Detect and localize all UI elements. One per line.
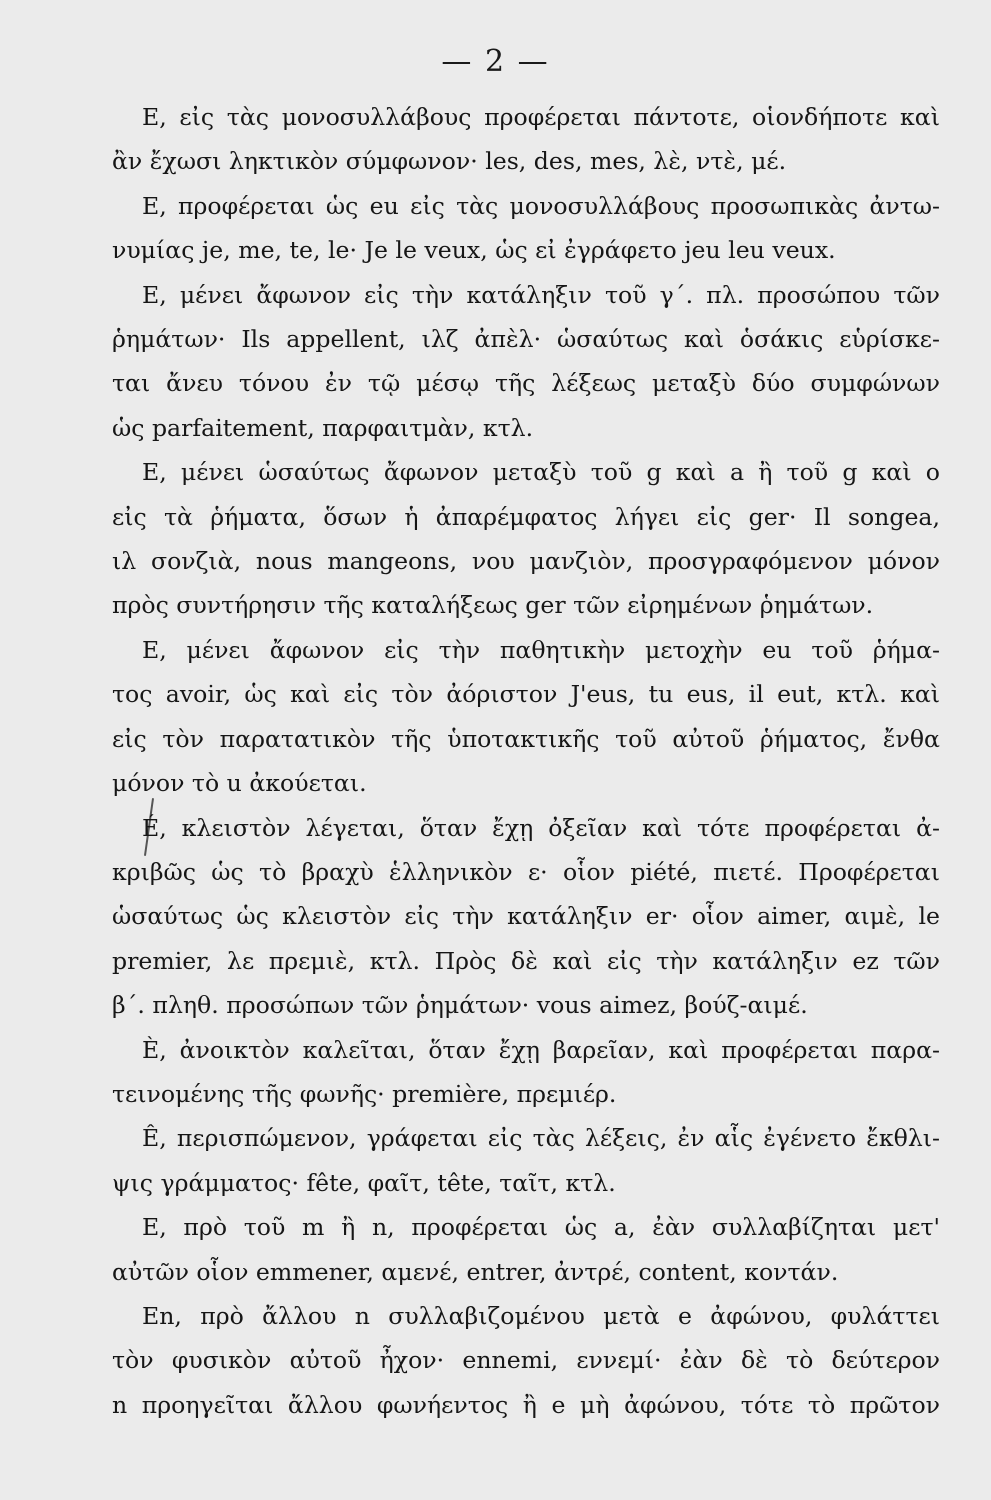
text-line: premier, λε πρεμιὲ, κτλ. Πρὸς δὲ καὶ εἰς τὴν κατάληξιν ez τῶν bbox=[112, 946, 940, 975]
text-line: È, ἀνοικτὸν καλεῖται, ὅταν ἔχῃ βαρεῖαν, καὶ προφέρεται παρα- bbox=[142, 1035, 940, 1064]
text-line: αὐτῶν οἷον emmener, αμενέ, entrer, ἀντρέ, content, κοντάν. bbox=[112, 1257, 839, 1286]
text-line: E, πρὸ τοῦ m ἢ n, προφέρεται ὡς a, ἐὰν συλλαβίζηται μετ' bbox=[142, 1213, 940, 1242]
text-line: νυμίας je, me, te, le· Je le veux, ὡς εἰ ἐγράφετο jeu leu veux. bbox=[112, 236, 836, 265]
text-line: ιλ σονζιὰ, nous mangeons, νου μανζιὸν, προσγραφόμενον μόνον bbox=[112, 547, 940, 576]
text-line: ῥημάτων· Ils appellent, ιλζ ἀπὲλ· ὡσαύτως καὶ ὁσάκις εὑρίσκε- bbox=[112, 325, 940, 354]
text-line: E, μένει ὡσαύτως ἄφωνον μεταξὺ τοῦ g καὶ a ἢ τοῦ g καὶ o bbox=[142, 458, 940, 487]
text-line: τεινομένης τῆς φωνῆς· première, πρεμιέρ. bbox=[112, 1079, 617, 1108]
text-line: πρὸς συντήρησιν τῆς καταλήξεως ger τῶν εἰρημένων ῥημάτων. bbox=[112, 591, 874, 620]
page-number: — 2 — bbox=[441, 44, 550, 79]
text-line: E, προφέρεται ὡς eu εἰς τὰς μονοσυλλάβους προσωπικὰς ἀντω- bbox=[142, 191, 940, 220]
text-line: τος avoir, ὡς καὶ εἰς τὸν ἀόριστον J'eus, tu eus, il eut, κτλ. καὶ bbox=[112, 680, 940, 709]
text-line: n προηγεῖται ἄλλου φωνήεντος ἢ e μὴ ἀφώνου, τότε τὸ πρῶτον bbox=[112, 1390, 940, 1419]
text-line: ὡσαύτως ὡς κλειστὸν εἰς τὴν κατάληξιν er· οἷον aimer, αιμὲ, le bbox=[112, 902, 940, 931]
page-text-body bbox=[112, 95, 940, 1427]
text-line: ἂν ἔχωσι ληκτικὸν σύμφωνον· les, des, mes, λὲ, ντὲ, μέ. bbox=[112, 147, 787, 176]
text-line: E, μένει ἄφωνον εἰς τὴν κατάληξιν τοῦ γ΄. πλ. προσώπου τῶν bbox=[142, 280, 940, 309]
text-line: εἰς τὸν παρατατικὸν τῆς ὑποτακτικῆς τοῦ αὐτοῦ ῥήματος, ἔνθα bbox=[112, 724, 940, 753]
text-line: τὸν φυσικὸν αὐτοῦ ἦχον· ennemi, εννεμί· ἐὰν δὲ τὸ δεύτερον bbox=[112, 1346, 940, 1375]
text-line: ψις γράμματος· fête, φαῖτ, tête, ταῖτ, κτλ. bbox=[112, 1168, 616, 1197]
text-line: κριβῶς ὡς τὸ βραχὺ ἑλληνικὸν ε· οἷον piété, πιετέ. Προφέρεται bbox=[112, 857, 940, 886]
text-line: ὡς parfaitement, παρφαιτμὰν, κτλ. bbox=[112, 413, 534, 442]
text-line: E, μένει ἄφωνον εἰς τὴν παθητικὴν μετοχὴν eu τοῦ ῥήμα- bbox=[142, 635, 940, 664]
text-line: Ê, περισπώμενον, γράφεται εἰς τὰς λέξεις, ἐν αἷς ἐγένετο ἔκθλι- bbox=[142, 1124, 940, 1153]
text-line: En, πρὸ ἄλλου n συλλαβιζομένου μετὰ e ἀφώνου, φυλάττει bbox=[142, 1301, 940, 1330]
text-line: E, εἰς τὰς μονοσυλλάβους προφέρεται πάντοτε, οἱονδήποτε καὶ bbox=[142, 103, 940, 131]
text-line: μόνον τὸ u ἀκούεται. bbox=[112, 769, 367, 798]
text-line: β΄. πληθ. προσώπων τῶν ῥημάτων· vous aimez, βούζ-αιμέ. bbox=[112, 991, 808, 1020]
text-line: ται ἄνευ τόνου ἐν τῷ μέσῳ τῆς λέξεως μεταξὺ δύο συμφώνων bbox=[112, 369, 940, 398]
text-line: É, κλειστὸν λέγεται, ὅταν ἔχῃ ὀξεῖαν καὶ τότε προφέρεται ἀ- bbox=[142, 813, 940, 842]
text-line: εἰς τὰ ῥήματα, ὅσων ἡ ἀπαρέμφατος λήγει εἰς ger· Il songea, bbox=[112, 502, 940, 531]
